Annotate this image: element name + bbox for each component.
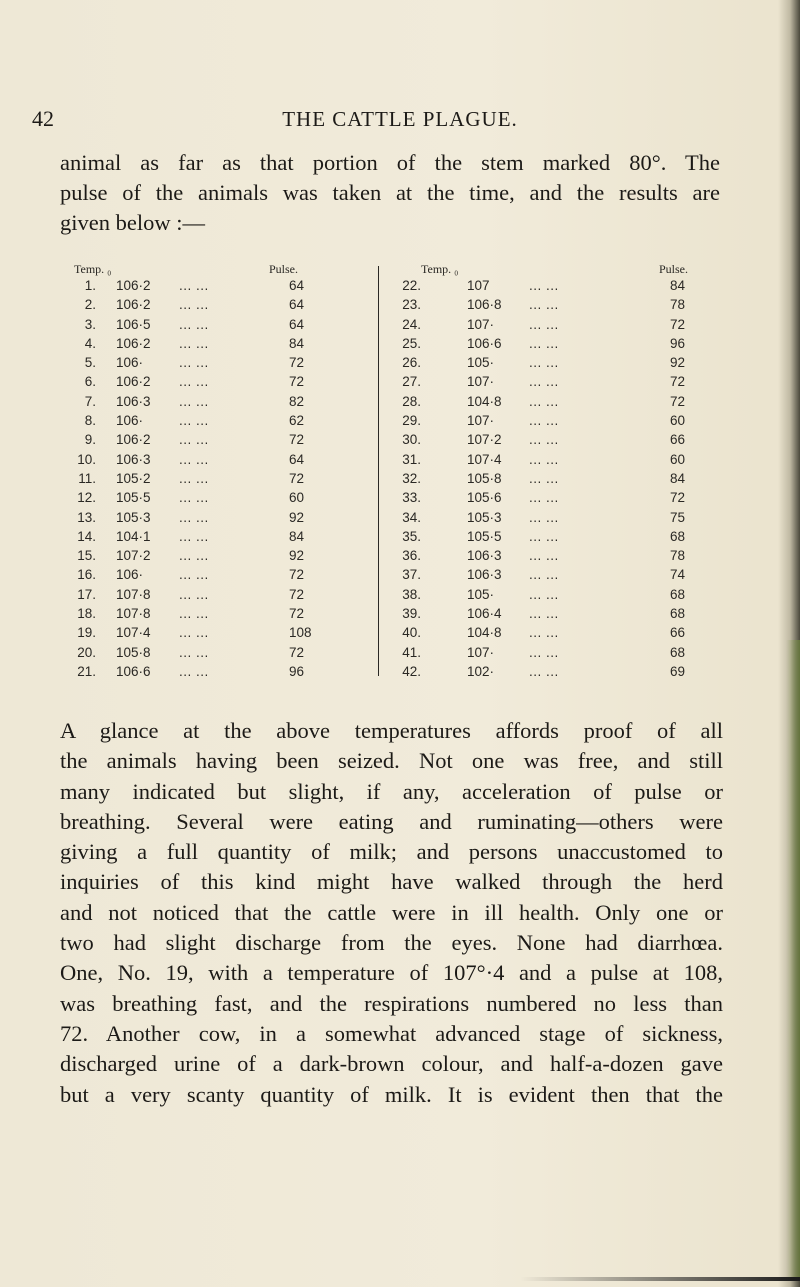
leader-dots: ... ... [179,490,209,506]
leader-dots: ... ... [529,509,559,525]
table-rows-left [64,276,364,681]
row-number: 33. [402,490,421,506]
pulse-value: 84 [670,278,686,293]
table-row [394,334,704,353]
leader-dots: ... ... [529,278,559,293]
pulse-value: 72 [289,567,305,583]
table-row [64,315,364,334]
table-row [394,411,704,430]
pulse-value: 78 [670,548,686,564]
row-number: 26. [402,355,421,371]
pulse-value: 60 [670,451,686,467]
leader-dots: ... ... [179,644,209,660]
text-line: two had slight discharge from the eyes. None had diarrhœa. [60,930,723,956]
table-row [64,565,364,584]
temperature-value: 106·2 [116,432,151,448]
pulse-value: 72 [289,586,305,602]
table-row [64,546,364,565]
row-number: 39. [402,606,421,622]
table-row [394,450,704,469]
leader-dots: ... ... [529,432,559,448]
table-row [394,623,704,642]
text-line: the animals having been seized. Not one was free, and still [60,748,723,774]
temperature-value: 106·3 [116,393,151,409]
temperature-value: 106·6 [467,335,502,351]
leader-dots: ... ... [529,528,559,544]
temperature-value: 107· [467,316,495,332]
leader-dots: ... ... [529,374,559,390]
table-row [64,643,364,662]
temperature-value: 106·2 [116,374,151,390]
table-row [64,450,364,469]
temperature-value: 106·5 [116,316,151,332]
temperature-value: 106·3 [467,567,502,583]
leader-dots: ... ... [529,413,559,429]
row-number: 23. [402,297,421,313]
leader-dots: ... ... [529,393,559,409]
text-line: given below :— [60,210,205,235]
temperature-value: 104·8 [467,393,502,409]
temperature-value: 106·4 [467,606,502,622]
temperature-value: 105·5 [467,528,502,544]
leader-dots: ... ... [179,663,209,679]
table-row [64,353,364,372]
row-number: 32. [402,470,421,486]
table-row [394,295,704,314]
table-row [64,488,364,507]
row-number: 9. [84,432,96,448]
temperature-value: 106·2 [116,297,151,313]
pulse-value: 72 [670,374,686,390]
pulse-value: 68 [670,606,686,622]
row-number: 42. [402,663,421,679]
pulse-value: 92 [670,355,686,371]
row-number: 27. [402,374,421,390]
row-number: 19. [77,625,96,641]
table-row [394,392,704,411]
row-number: 17. [77,586,96,602]
text-line: pulse of the animals was taken at the time, and the results are [60,180,720,205]
row-number: 20. [77,644,96,660]
leader-dots: ... ... [179,335,209,351]
leader-dots: ... ... [179,393,209,409]
temperature-value: 106·2 [116,278,151,293]
row-number: 34. [402,509,421,525]
temperature-value: 105·3 [467,509,502,525]
pulse-value: 72 [289,470,305,486]
pulse-value: 96 [289,663,305,679]
row-number: 41. [402,644,421,660]
table-row [64,392,364,411]
table-row [64,585,364,604]
text-line: was breathing fast, and the respirations numbered no less than [60,990,723,1016]
temperature-value: 105·5 [116,490,151,506]
table-row [64,411,364,430]
row-number: 35. [402,528,421,544]
table-row [64,334,364,353]
leader-dots: ... ... [529,625,559,641]
table-rows-right [394,276,704,681]
pulse-value: 62 [289,413,305,429]
temperature-value: 105·8 [467,470,502,486]
pulse-value: 72 [670,393,686,409]
temperature-value: 106·3 [116,451,151,467]
row-number: 22. [402,278,421,293]
row-number: 4. [84,335,96,351]
text-line: 72. Another cow, in a somewhat advanced stage of sickness, [60,1020,723,1046]
temperature-value: 107·8 [116,586,151,602]
text-line: A glance at the above temperatures affords proof of all [60,718,723,743]
pulse-value: 68 [670,644,686,660]
temperature-value: 105·8 [116,644,151,660]
pulse-value: 68 [670,586,686,602]
temperature-value: 106· [116,355,144,371]
table-row [394,643,704,662]
pulse-value: 96 [670,335,686,351]
temperature-value: 107· [467,644,495,660]
pulse-value: 72 [670,316,686,332]
row-number: 30. [402,432,421,448]
table-row [394,662,704,681]
text-line: animal as far as that portion of the stem marked 80°. The [60,150,720,175]
pulse-value: 68 [670,528,686,544]
table-row [394,315,704,334]
leader-dots: ... ... [529,355,559,371]
temperature-value: 105· [467,586,495,602]
temperature-value: 105·2 [116,470,151,486]
leader-dots: ... ... [179,432,209,448]
leader-dots: ... ... [529,335,559,351]
row-number: 7. [84,393,96,409]
leader-dots: ... ... [179,278,209,293]
table-row [394,527,704,546]
table-row [64,372,364,391]
pulse-value: 64 [289,278,305,293]
row-number: 40. [402,625,421,641]
table-row [394,372,704,391]
table-row [64,295,364,314]
row-number: 2. [84,297,96,313]
leader-dots: ... ... [529,548,559,564]
leader-dots: ... ... [179,625,209,641]
table-row [64,662,364,681]
leader-dots: ... ... [179,606,209,622]
leader-dots: ... ... [179,548,209,564]
text-line: One, No. 19, with a temperature of 107°·4 and a pulse at 108, [60,960,723,986]
row-number: 38. [402,586,421,602]
temperature-value: 104·8 [467,625,502,641]
leader-dots: ... ... [179,528,209,544]
table-row [394,469,704,488]
row-number: 1. [84,278,96,293]
temperature-value: 107 [467,278,490,293]
pulse-value: 64 [289,316,305,332]
row-number: 18. [77,606,96,622]
pulse-value: 84 [289,335,305,351]
temperature-pulse-table [64,262,704,680]
table-row [394,508,704,527]
pulse-value: 84 [670,470,686,486]
table-row [394,353,704,372]
table-row [394,585,704,604]
leader-dots: ... ... [529,606,559,622]
row-number: 25. [402,335,421,351]
leader-dots: ... ... [529,297,559,313]
temperature-value: 105·3 [116,509,151,525]
row-number: 14. [77,528,96,544]
page-edge-tint [786,640,800,1280]
pulse-value: 64 [289,451,305,467]
pulse-value: 108 [289,625,312,641]
leader-dots: ... ... [179,413,209,429]
pulse-value: 66 [670,432,686,448]
table-row [394,276,704,295]
table-row [394,546,704,565]
row-number: 37. [402,567,421,583]
table-row [64,623,364,642]
pulse-value: 72 [289,644,305,660]
row-number: 36. [402,548,421,564]
temp-header: Temp. ₀ [421,262,459,276]
row-number: 15. [77,548,96,564]
pulse-value: 84 [289,528,305,544]
row-number: 21. [77,663,96,679]
table-row [64,276,364,295]
pulse-value: 72 [289,606,305,622]
temp-header: Temp. ₀ [74,262,112,276]
temperature-value: 102· [467,663,495,679]
intro-paragraph [60,148,720,238]
temperature-value: 107·4 [467,451,502,467]
pulse-value: 64 [289,297,305,313]
temperature-value: 107·8 [116,606,151,622]
pulse-value: 60 [670,413,686,429]
pulse-value: 72 [289,432,305,448]
temperature-value: 106·6 [116,663,151,679]
text-line: many indicated but slight, if any, acceleration of pulse or [60,778,723,804]
text-line: and not noticed that the cattle were in ill health. Only one or [60,899,723,925]
temperature-value: 107· [467,413,495,429]
table-row [394,430,704,449]
leader-dots: ... ... [179,316,209,332]
leader-dots: ... ... [179,297,209,313]
leader-dots: ... ... [179,470,209,486]
leader-dots: ... ... [529,451,559,467]
leader-dots: ... ... [529,644,559,660]
table-row [64,508,364,527]
pulse-value: 92 [289,509,305,525]
leader-dots: ... ... [179,355,209,371]
body-paragraph [60,716,723,1110]
leader-dots: ... ... [179,451,209,467]
table-row [64,430,364,449]
row-number: 28. [402,393,421,409]
table-column-left [64,262,364,681]
temperature-value: 105· [467,355,495,371]
row-number: 5. [84,355,96,371]
temperature-value: 107·2 [116,548,151,564]
temperature-value: 106·3 [467,548,502,564]
leader-dots: ... ... [529,586,559,602]
temperature-value: 107· [467,374,495,390]
pulse-value: 72 [670,490,686,506]
leader-dots: ... ... [179,567,209,583]
text-line: inquiries of this kind might have walked through the herd [60,869,723,895]
table-header-right [394,262,704,276]
table-row [64,604,364,623]
temperature-value: 106·8 [467,297,502,313]
pulse-value: 82 [289,393,305,409]
table-row [394,604,704,623]
table-row [394,488,704,507]
pulse-value: 72 [289,374,305,390]
leader-dots: ... ... [529,567,559,583]
pulse-value: 75 [670,509,686,525]
table-row [64,469,364,488]
text-line: but a very scanty quantity of milk. It is evident then that the [60,1081,723,1107]
row-number: 3. [84,316,96,332]
row-number: 29. [402,413,421,429]
running-head: THE CATTLE PLAGUE. [282,107,518,131]
row-number: 16. [77,567,96,583]
row-number: 6. [84,374,96,390]
text-line: breathing. Several were eating and ruminating—others were [60,808,723,834]
pulse-header: Pulse. [269,262,299,276]
column-divider [378,266,379,676]
table-header-left [64,262,364,276]
temperature-value: 107·4 [116,625,151,641]
pulse-value: 72 [289,355,305,371]
temperature-value: 104·1 [116,528,151,544]
row-number: 13. [77,509,96,525]
pulse-value: 74 [670,567,686,583]
text-line: giving a full quantity of milk; and persons unaccustomed to [60,839,723,865]
pulse-value: 78 [670,297,686,313]
row-number: 31. [402,451,421,467]
row-number: 24. [402,316,421,332]
leader-dots: ... ... [179,586,209,602]
pulse-header: Pulse. [659,262,689,276]
temperature-value: 106· [116,413,144,429]
temperature-value: 106·2 [116,335,151,351]
leader-dots: ... ... [179,509,209,525]
table-row [394,565,704,584]
leader-dots: ... ... [529,470,559,486]
pulse-value: 66 [670,625,686,641]
leader-dots: ... ... [529,316,559,332]
text-line: discharged urine of a dark-brown colour, and half-a-dozen gave [60,1051,723,1077]
row-number: 8. [84,413,96,429]
row-number: 12. [77,490,96,506]
row-number: 10. [77,451,96,467]
table-column-right [394,262,704,681]
temperature-value: 106· [116,567,144,583]
page-number: 42 [32,106,54,131]
pulse-value: 92 [289,548,305,564]
leader-dots: ... ... [179,374,209,390]
table-row [64,527,364,546]
temperature-value: 107·2 [467,432,502,448]
temperature-value: 105·6 [467,490,502,506]
pulse-value: 69 [670,663,686,679]
row-number: 11. [78,470,96,486]
leader-dots: ... ... [529,490,559,506]
bottom-edge-rule [520,1277,800,1281]
pulse-value: 60 [289,490,305,506]
leader-dots: ... ... [529,663,559,679]
